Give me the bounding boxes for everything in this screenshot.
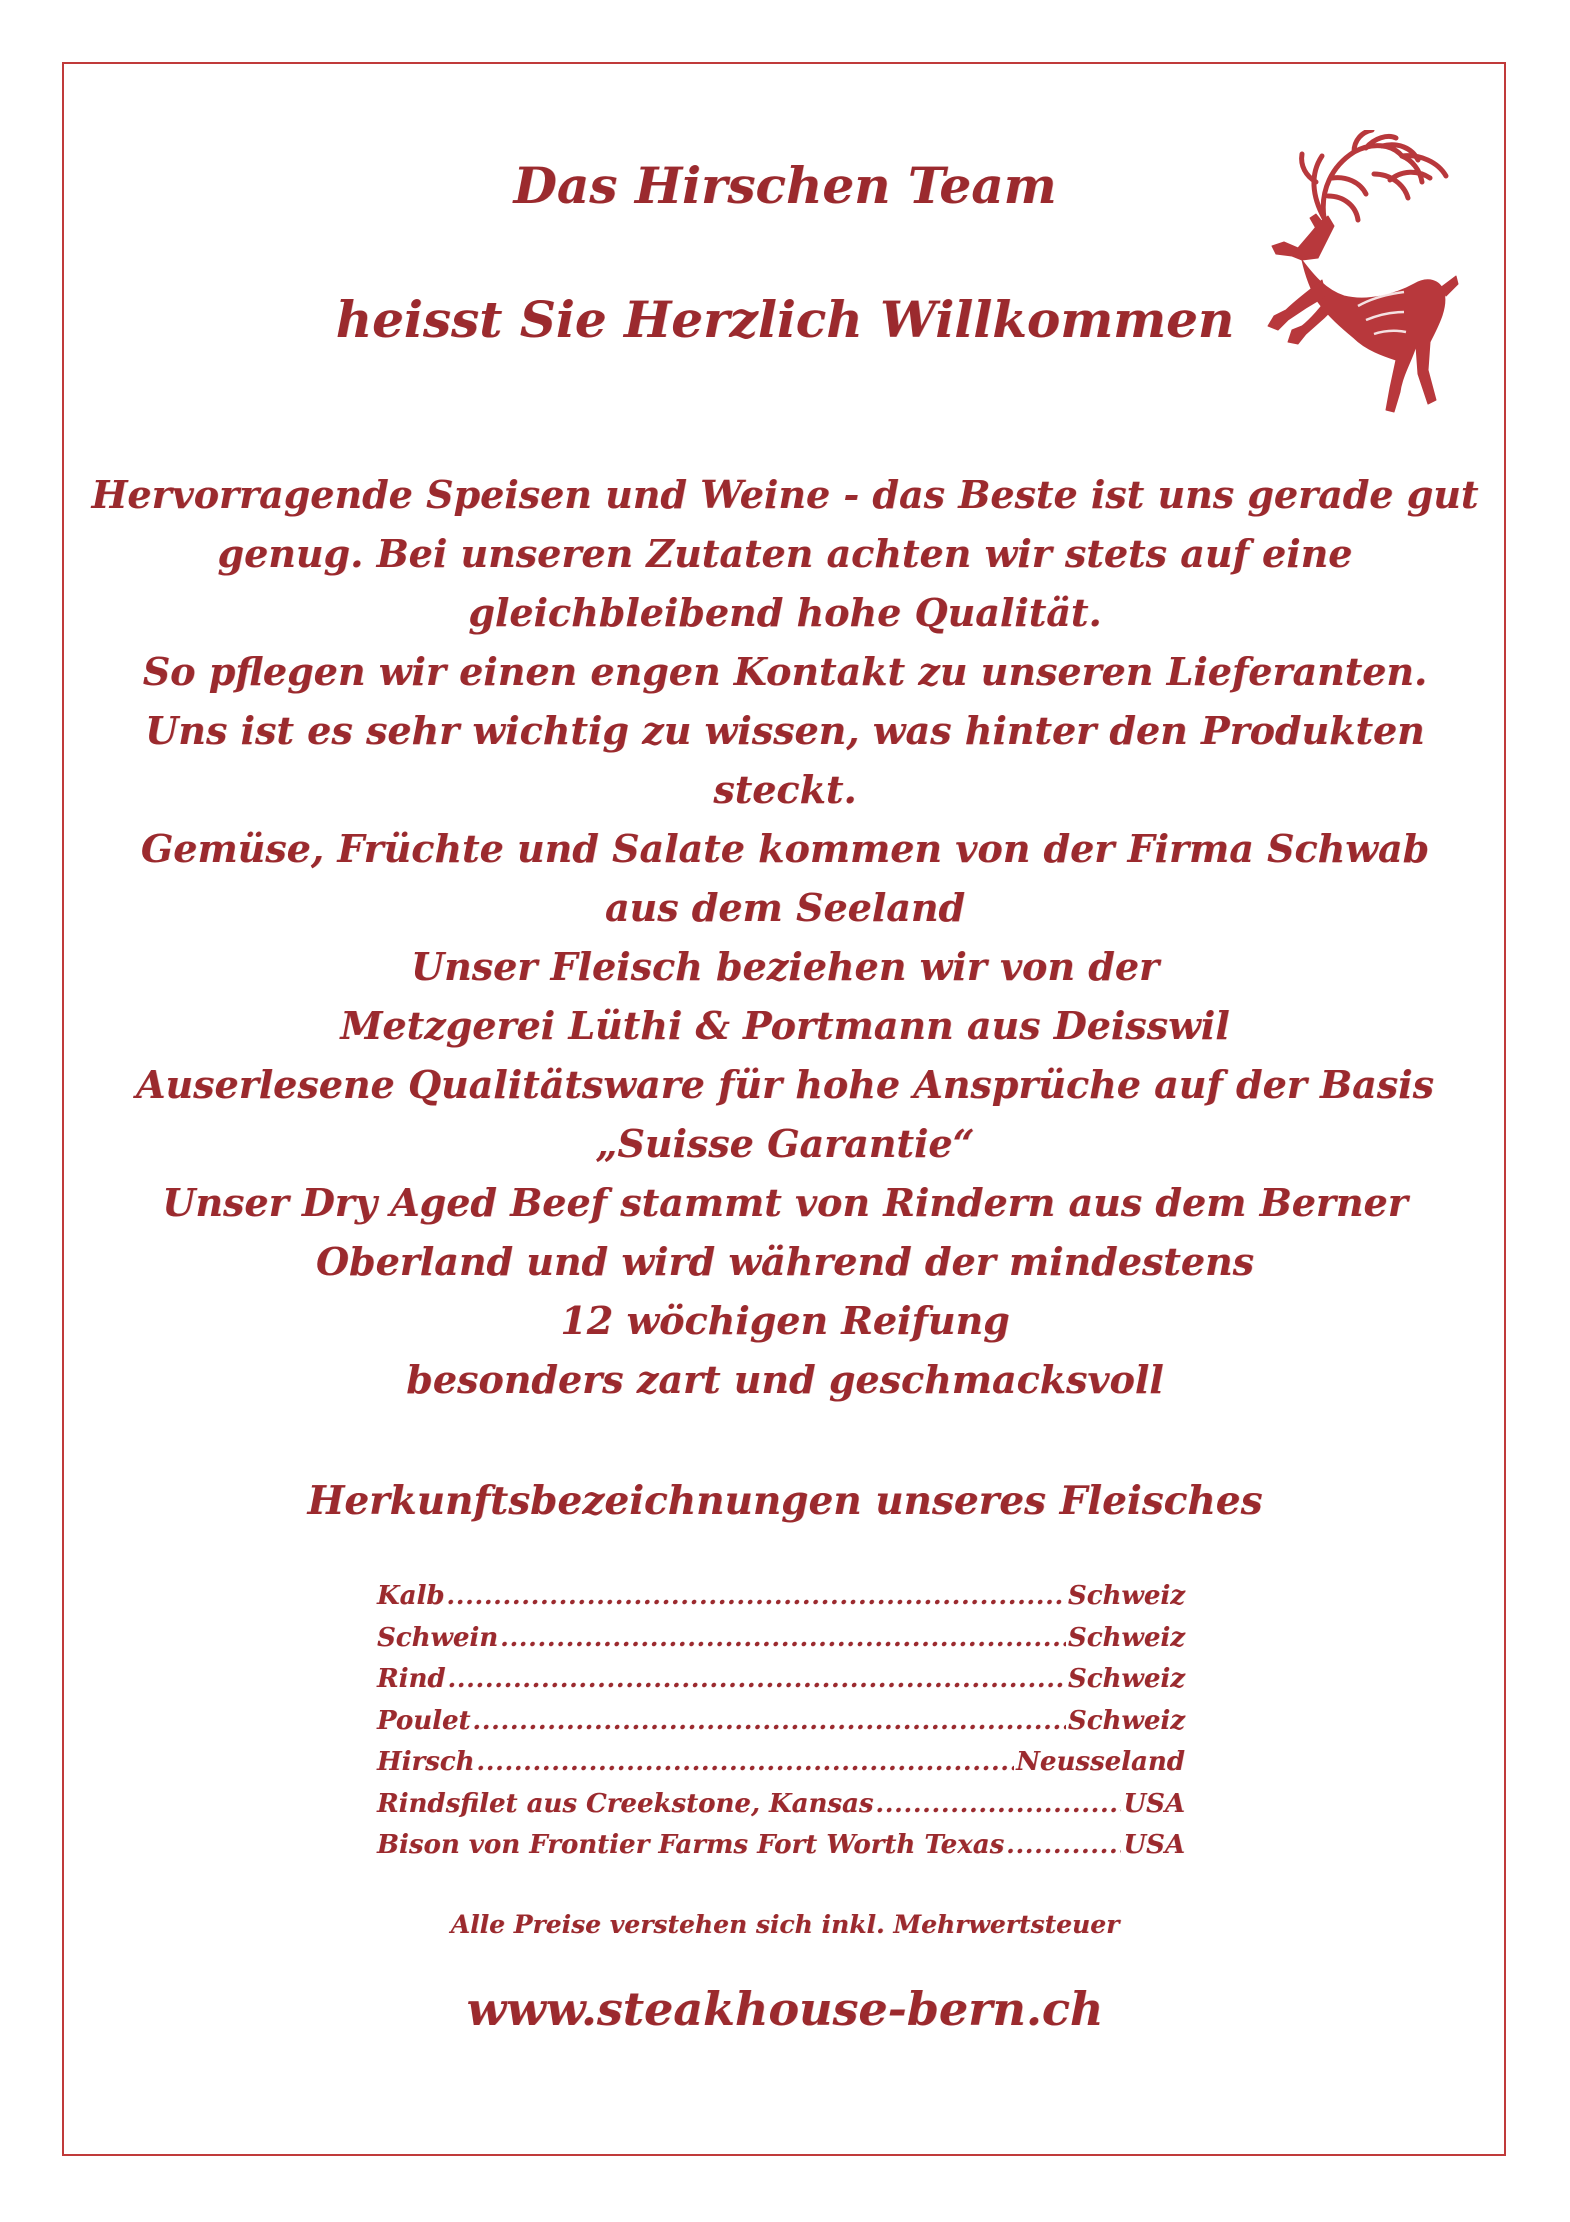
leader-dots (477, 1741, 1015, 1783)
origin-row (377, 1783, 1185, 1825)
intro-line: Hervorragende Speisen und Weine - das Beste ist uns gerade gut (91, 472, 1479, 517)
intro-line: Unser Fleisch beziehen wir von der (410, 944, 1160, 989)
origin-country: Schweiz (1067, 1664, 1185, 1694)
origin-country: USA (1123, 1830, 1185, 1860)
intro-line: Uns ist es sehr wichtig zu wissen, was hinter den Produkten (145, 708, 1425, 753)
origin-country: Schweiz (1067, 1622, 1185, 1653)
intro-line: steckt. (713, 767, 857, 812)
origin-row (377, 1575, 1185, 1617)
origin-country: Neusseland (1016, 1747, 1185, 1777)
leader-dots (448, 1658, 1066, 1700)
origin-meat: Rindsfilet aus Creekstone, Kansas (377, 1788, 874, 1819)
origin-row (377, 1700, 1185, 1742)
title-line-1: Das Hirschen Team (513, 156, 1057, 215)
origin-meat: Bison von Frontier Farms Fort Worth Texas (377, 1830, 1005, 1860)
origin-meat: Kalb (377, 1581, 445, 1611)
intro-line: „Suisse Garantie“ (595, 1121, 975, 1166)
intro-line: So pflegen wir einen engen Kontakt zu unseren Lieferanten. (142, 649, 1428, 694)
intro-line: aus dem Seeland (604, 885, 966, 930)
vat-note: Alle Preise verstehen sich inkl. Mehrwertsteuer (450, 1910, 1120, 1939)
leader-dots (500, 1617, 1066, 1659)
intro-line: Metzgerei Lüthi & Portmann aus Deisswil (340, 1003, 1230, 1048)
leader-dots (1006, 1824, 1121, 1866)
origin-row (377, 1824, 1185, 1866)
origin-meat: Hirsch (377, 1747, 475, 1777)
leader-dots (876, 1783, 1122, 1825)
origin-row (377, 1617, 1185, 1659)
origin-meat: Poulet (377, 1705, 471, 1736)
leader-dots (447, 1575, 1066, 1617)
origins-list (377, 1575, 1185, 1866)
intro-line: genug. Bei unseren Zutaten achten wir stets auf eine (217, 531, 1353, 576)
origin-row (377, 1741, 1185, 1783)
origin-country: Schweiz (1067, 1705, 1185, 1736)
origin-country: Schweiz (1067, 1581, 1185, 1611)
origin-country: USA (1123, 1788, 1185, 1819)
intro-line: Gemüse, Früchte und Salate kommen von der Firma Schwab (140, 826, 1430, 871)
origins-heading: Herkunftsbezeichnungen unseres Fleisches (307, 1478, 1263, 1524)
intro-line: besonders zart und geschmacksvoll (406, 1357, 1164, 1402)
website-link[interactable]: www.steakhouse-bern.ch (466, 1982, 1104, 2036)
title-line-2: heisst Sie Herzlich Willkommen (335, 290, 1235, 349)
leader-dots (473, 1700, 1066, 1742)
origin-row (377, 1658, 1185, 1700)
origin-meat: Rind (377, 1664, 446, 1694)
intro-line: 12 wöchigen Reifung (560, 1298, 1010, 1343)
intro-line: Auserlesene Qualitätsware für hohe Ansprüche auf der Basis (136, 1062, 1434, 1107)
intro-line: Oberland und wird während der mindestens (315, 1239, 1255, 1284)
origin-meat: Schwein (377, 1622, 499, 1653)
deer-icon (1262, 130, 1462, 416)
intro-line: Unser Dry Aged Beef stammt von Rindern aus dem Berner (162, 1180, 1408, 1225)
intro-line: gleichbleibend hohe Qualität. (468, 590, 1102, 635)
